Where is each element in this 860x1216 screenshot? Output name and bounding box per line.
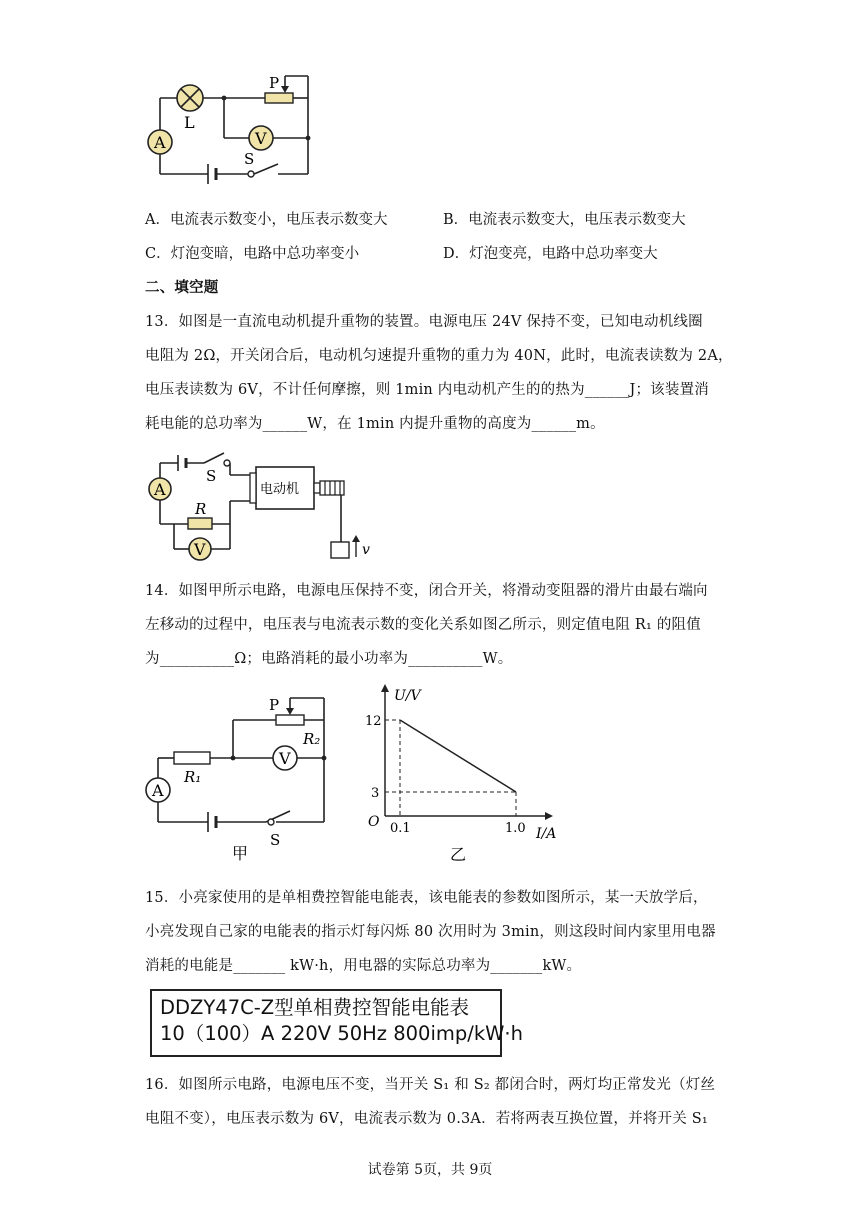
q13-motor-diagram xyxy=(140,445,380,567)
q16-line-1: 16．如图所示电路，电源电压不变，当开关 S₁ 和 S₂ 都闭合时，两灯均正常发光（灯丝 xyxy=(145,1077,716,1093)
q15-meter-line-1: DDZY47C-Z型单相费控智能电能表 xyxy=(160,996,470,1019)
q14-switch-label: S xyxy=(270,831,281,849)
q14-graph-x-tick-0-1: 0.1 xyxy=(390,821,411,836)
q13-line-2: 电阻为 2Ω，开关闭合后，电动机匀速提升重物的重力为 40N，此时，电流表读数为 2A， xyxy=(145,348,733,364)
q13-resistor-label: R xyxy=(195,500,207,518)
q13-line-3: 电压表读数为 6V，不计任何摩擦，则 1min 内电动机产生的的热为______J；该装置消 xyxy=(145,382,709,398)
section-heading: 二、填空题 xyxy=(145,279,219,296)
q12-voltmeter-label: V xyxy=(255,129,267,148)
q12-slider-label: P xyxy=(269,74,280,92)
q14-line-1: 14．如图甲所示电路，电源电压保持不变，闭合开关，将滑动变阻器的滑片由最右端向 xyxy=(145,583,708,599)
q13-motor-label: 电动机 xyxy=(260,482,300,497)
q13-ammeter-label: A xyxy=(154,480,166,499)
q14-r2-label: R₂ xyxy=(303,730,321,748)
q12-circuit-diagram xyxy=(140,68,330,193)
q14-line-2: 左移动的过程中，电压表与电流表示数的变化关系如图乙所示，则定值电阻 R₁ 的阻值 xyxy=(145,617,701,633)
q14-graph-x-axis-label: I/A xyxy=(536,826,557,842)
q13-velocity-label: v xyxy=(362,542,370,558)
q13-switch-label: S xyxy=(206,467,217,485)
q14-circuit-diagram-jia xyxy=(140,690,340,870)
q12-option-c: C．灯泡变暗，电路中总功率变小 xyxy=(145,246,360,262)
q14-ammeter-label: A xyxy=(152,781,164,800)
q15-meter-line-2: 10（100）A 220V 50Hz 800imp/kW·h xyxy=(160,1022,523,1045)
q14-graph-y-tick-12: 12 xyxy=(365,714,382,729)
q14-graph-y-axis-label: U/V xyxy=(394,688,421,704)
q15-line-2: 小亮发现自己家的电能表的指示灯每闪烁 80 次用时为 3min，则这段时间内家里用电器 xyxy=(145,924,716,940)
q14-slider-label: P xyxy=(269,696,280,714)
q14-graph-yi xyxy=(360,678,570,868)
q13-line-4: 耗电能的总功率为______W，在 1min 内提升重物的高度为______m。 xyxy=(145,416,605,432)
q13-line-1: 13．如图是一直流电动机提升重物的装置。电源电压 24V 保持不变，已知电动机线圈 xyxy=(145,314,703,330)
q12-option-d: D．灯泡变亮，电路中总功率变大 xyxy=(443,246,658,262)
q15-line-3: 消耗的电能是_______ kW·h，用电器的实际总功率为_______kW。 xyxy=(145,958,582,974)
q14-graph-x-tick-1-0: 1.0 xyxy=(505,821,526,836)
q12-ammeter-label: A xyxy=(154,133,166,152)
q14-voltmeter-label: V xyxy=(279,749,291,768)
q12-option-a: A．电流表示数变小，电压表示数变大 xyxy=(145,212,388,228)
q12-option-b: B．电流表示数变大，电压表示数变大 xyxy=(443,212,686,228)
q14-graph-origin: O xyxy=(368,814,380,830)
q14-graph-y-tick-3: 3 xyxy=(371,786,380,801)
q15-meter-nameplate xyxy=(150,989,523,1057)
q14-caption-jia: 甲 xyxy=(232,844,249,863)
q14-line-3: 为__________Ω；电路消耗的最小功率为__________W。 xyxy=(145,651,513,667)
q14-r1-label: R₁ xyxy=(184,768,202,786)
q13-voltmeter-label: V xyxy=(194,540,206,559)
q16-line-2: 电阻不变），电压表示数为 6V，电流表示数为 0.3A．若将两表互换位置，并将开关 S₁ xyxy=(145,1111,708,1127)
q14-caption-yi: 乙 xyxy=(450,845,467,864)
page-footer: 试卷第 5页，共 9页 xyxy=(367,1162,493,1178)
q12-lamp-label: L xyxy=(184,113,195,132)
q15-line-1: 15．小亮家使用的是单相费控智能电能表，该电能表的参数如图所示，某一天放学后， xyxy=(145,890,708,906)
q12-switch-label: S xyxy=(244,150,255,168)
